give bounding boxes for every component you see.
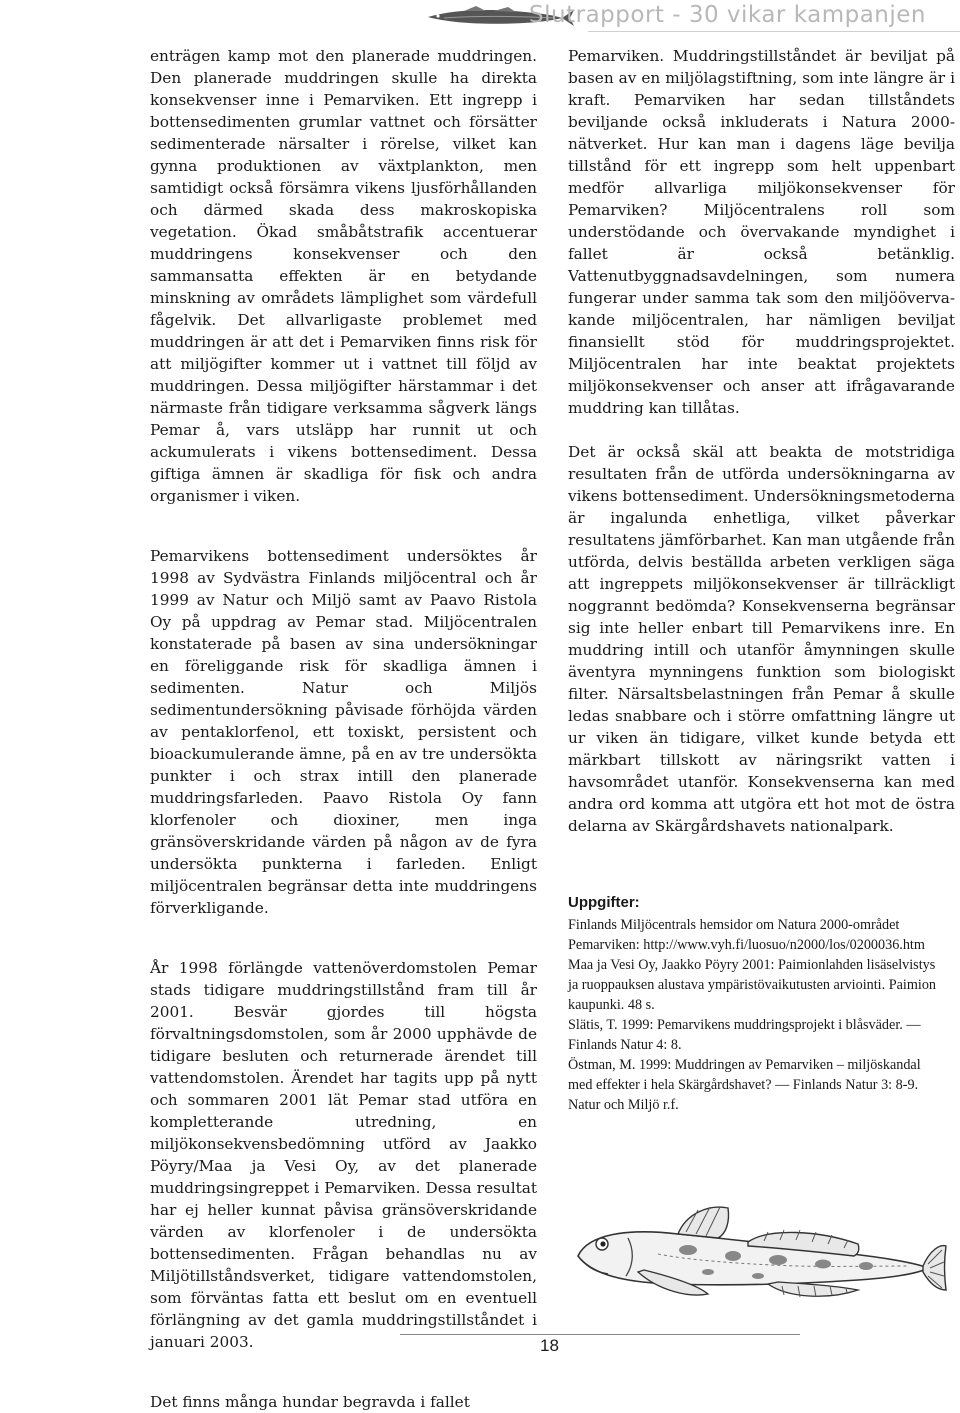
paragraph: enträgen kamp mot den planerade muddringen. Den planerade muddringen skulle ha direkta konsekvenser inne i Pemarviken. Ett ingrepp i bottensedimenten grumlar vattnet och försätter sedimenterade närsalter i rörelse, vilket kan gynna produktionen av växtplankton, men samtidigt också försämra vikens ljusförhållanden och därmed skada dess makroskopiska vegetation. Ökad småbåtstrafik accentuerar muddringens konsekvenser och den sammansatta effekten är en betydande minskning av områdets lämplighet som värdefull fågelvik. Det allvarligaste problemet med muddringen är att det i Pemarviken finns risk för att miljögifter kommer ut i vattnet till följd av muddringen. Dessa miljögifter härstammar i det närmaste från tidigare verksamma sågverk längs Pemar å, vars utsläpp har runnit ut och ackumulerats i vikens bottensediment. Dessa giftiga ämnen är skadliga för fisk och andra organismer i viken. <box>150 47 537 505</box>
page-number: 18 <box>540 1336 559 1355</box>
source-item: Finlands Miljöcentrals hemsidor om Natura 2000-området Pemarviken: http://www.vyh.fi/luosuo/n2000/los/0200036.htm <box>568 917 925 953</box>
source-item: Slätis, T. 1999: Pemarvikens muddringsprojekt i blåsväder. — Finlands Natur 4: 8. <box>568 1017 921 1053</box>
source-item: Natur och Miljö r.f. <box>568 1097 679 1113</box>
report-title: Slutrapport - 30 vikar kampanjen <box>529 2 926 28</box>
paragraph: År 1998 förlängde vattenöverdomstolen Pemar stads tidigare muddringstillstånd fram till år 2001. Besvär gjordes till högsta förvaltningsdomstolen, som år 2000 upphävde de tidigare besluten och returnerade ärendet till vattendomstolen. Ärendet har tagits upp på nytt och sommaren 2001 lät Pemar stad utföra en kompletterande utredning, en miljökonsekvensbedömning utförd av Jaakko Pöyry/Maa ja Vesi Oy, av det planerade muddringsingreppet i Pemarviken. Dessa resultat har ej heller kunnat påvisa gränsöverskridande värden av klorfenoler i de undersökta bottensedimenten. Frågan behandlas nu av Miljötillståndsverket, tidigare vattendomstolen, som förväntas fatta ett beslut om en eventuell förlängning av det gamla muddringstillståndet i januari 2003. <box>150 959 537 1351</box>
footer-divider <box>400 1334 800 1335</box>
goby-fish-illustration-icon <box>568 1194 948 1314</box>
source-item: Maa ja Vesi Oy, Jaakko Pöyry 2001: Paimionlahden lisäselvistys ja ruoppauksen alustava ympäristövaikutusten arviointi. Paimion kaupunki. 48 s. <box>568 957 937 1013</box>
left-column <box>150 45 537 1413</box>
paragraph: Det finns många hundar begravda i fallet <box>150 1393 470 1411</box>
page-header <box>0 0 960 38</box>
source-item: Östman, M. 1999: Muddringen av Pemarviken – miljöskandal med effekter i hela Skärgårdshavet? — Finlands Natur 3: 8-9. <box>568 1057 921 1093</box>
sources-box <box>568 893 948 1115</box>
paragraph: Pemarvikens bottensediment undersöktes år 1998 av Sydvästra Finlands miljöcentral och år 1999 av Natur och Miljö samt av Paavo Ristola Oy på uppdrag av Pemar stad. Miljöcentralen konstaterade på basen av sina undersökningar en föreliggande risk för skadliga ämnen i sedimenten. Natur och Miljös sedimentundersökning påvisade förhöjda värden av pentaklorfenol, ett toxiskt, persistent och bioackumulerande ämne, på en av tre undersökta punkter i och strax intill den planerade muddringsfarleden. Paavo Ristola Oy fann klorfenoler och dioxiner, men inga gränsöverskridande värden på någon av de fyra undersökta punkterna i farleden. Enligt miljöcentralen begränsar detta inte muddringens förverkligande. <box>150 547 537 917</box>
paragraph: Det är också skäl att beakta de motstridiga resultaten från de utförda undersökningarna av vikens bottensediment. Undersökningsmetoderna är ingalunda enhetliga, vilket påverkar resultatens jämförbarhet. Kan man utgående från utförda, delvis beställda arbeten verkligen säga att ingreppets miljökonsekvenser är tillräckligt noggrannt bedömda? Konsekvenserna begränsar sig inte heller enbart till Pemarvikens inre. En muddring intill och utanför åmynningen skulle äventyra mynningens funktion som biologiskt filter. Närsaltsbelastningen från Pemar å skulle ledas snabbare och i större omfattning längre ut ur viken än tidigare, vilket kunde betyda ett märkbart tillskott av näringsrikt vatten i havsområdet utanför. Konsekvenserna kan med andra ord komma att utgöra ett hot mot de östra delarna av Skärgårdshavets nationalpark. <box>568 443 956 835</box>
header-divider <box>588 31 960 32</box>
right-column <box>568 45 955 837</box>
paragraph: Pemarviken. Muddringstillståndet är beviljat på basen av en miljölagstiftning, som inte längre är i kraft. Pemarviken har sedan tillståndets beviljande också inkluderats i Natura 2000-nätverket. Hur kan man i dagens läge bevilja tillstånd för ett ingrepp som helt uppenbart medför allvarliga miljökonsekvenser för Pemarviken? Miljöcentralens roll som understödande och övervakande myndighet i fallet är också betänklig. Vattenutbyggnadsavdelningen, som numera fungerar under samma tak som den miljöövervakande miljöcentralen, har nämligen beviljat finansiellt stöd för muddringsprojektet. Miljöcentralen har inte beaktat projektets miljökonsekvenser och anser att ifrågavarande muddring kan tillåtas. <box>568 47 955 417</box>
sources-title: Uppgifter: <box>568 894 640 911</box>
